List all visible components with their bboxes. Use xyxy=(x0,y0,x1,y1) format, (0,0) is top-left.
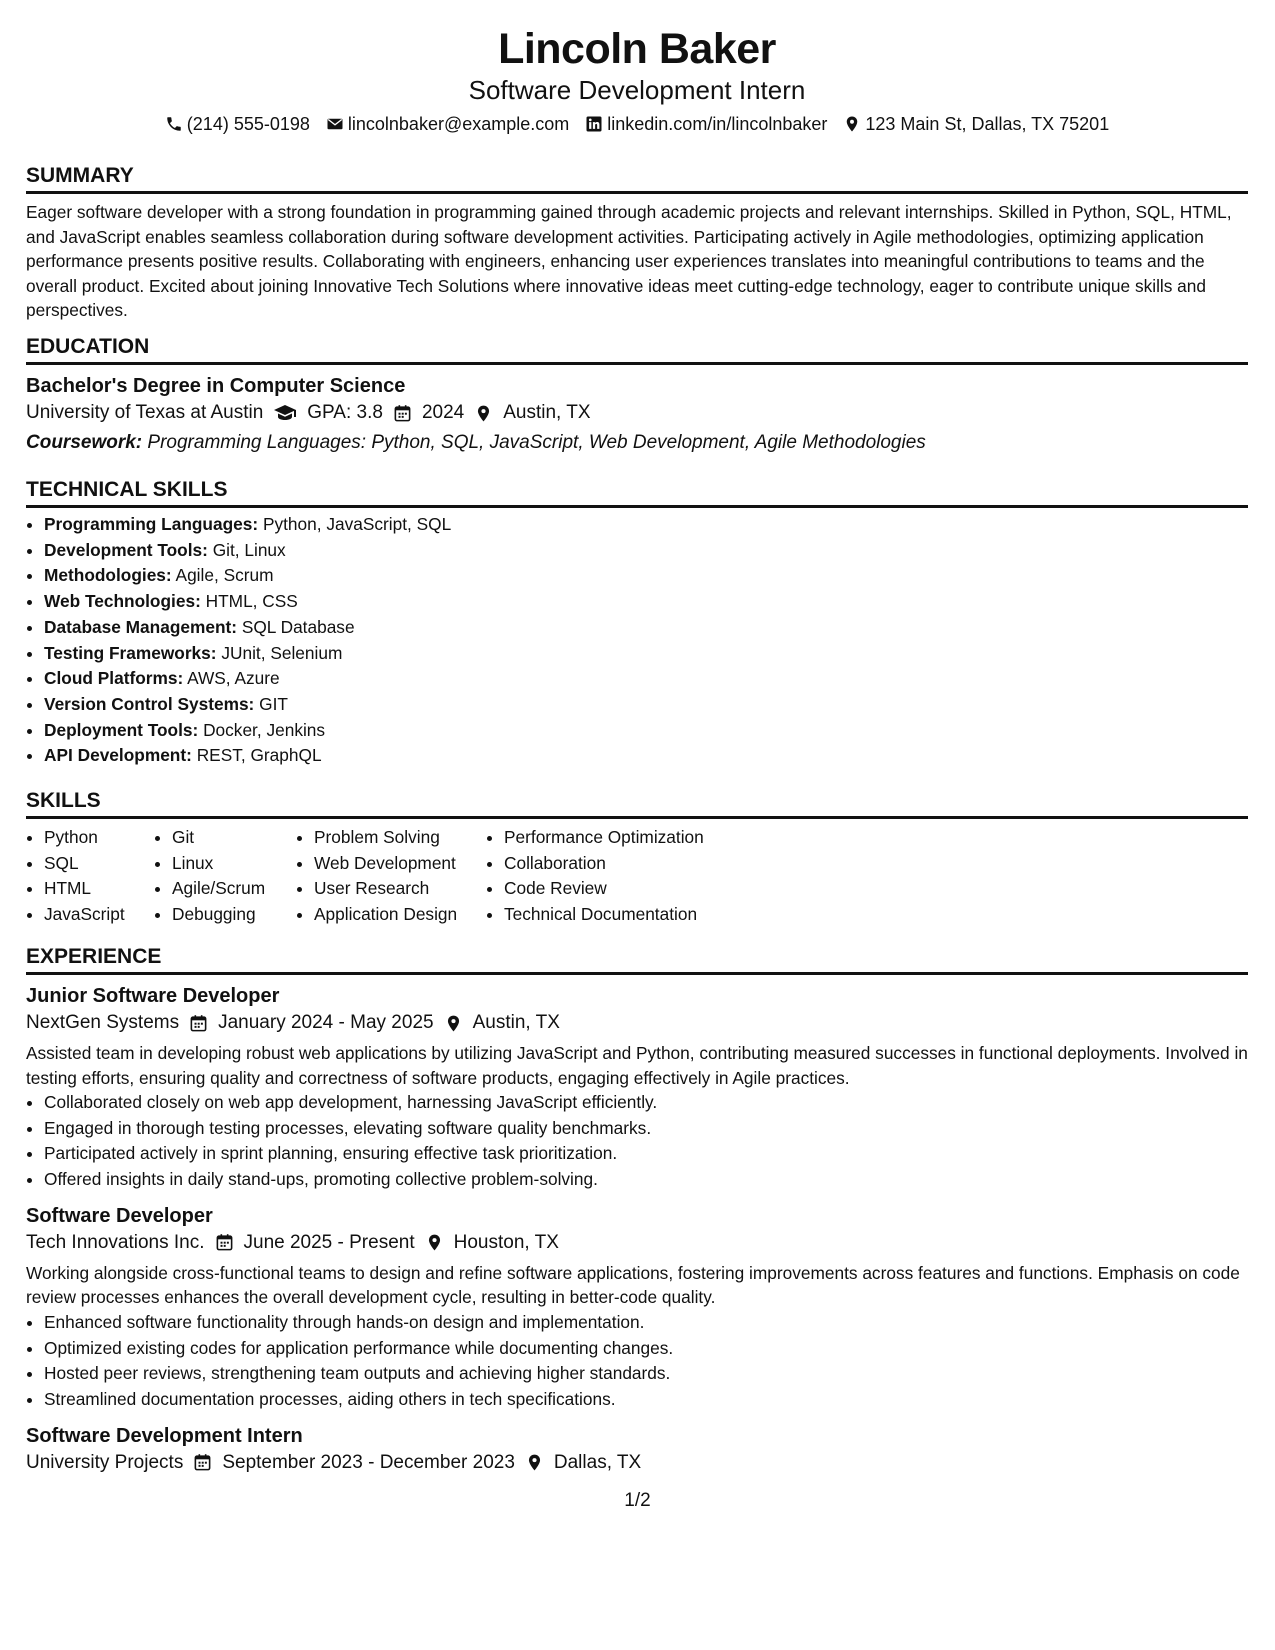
section-title: SKILLS xyxy=(26,788,1248,819)
list-item: • Linux xyxy=(172,851,296,877)
job-description: Assisted team in developing robust web applications by utilizing JavaScript and Python, contributing measured successes in functional deployments. Involved in testing efforts, ensuring quality and correctness of software products, engaging effectively in Agile practices. xyxy=(26,1043,1248,1088)
dates-text: June 2025 - Present xyxy=(243,1231,415,1253)
skills-columns xyxy=(26,825,1248,927)
location-pin-icon xyxy=(425,1233,444,1252)
skills-column xyxy=(296,825,486,927)
job-entry xyxy=(26,1423,1248,1477)
dates-item xyxy=(215,1229,415,1257)
list-item: • Cloud Platforms: AWS, Azure xyxy=(44,666,1248,692)
job-title: Junior Software Developer xyxy=(26,985,280,1007)
year-item xyxy=(393,399,464,427)
list-item: • Python xyxy=(44,825,154,851)
company-name: Tech Innovations Inc. xyxy=(26,1231,205,1253)
list-item: • Version Control Systems: GIT xyxy=(44,692,1248,718)
list-item: • Development Tools: Git, Linux xyxy=(44,538,1248,564)
job-bullets xyxy=(26,1310,1248,1413)
degree-title: Bachelor's Degree in Computer Science xyxy=(26,375,406,397)
linkedin-text[interactable]: linkedin.com/in/lincolnbaker xyxy=(607,114,828,134)
location-text: Austin, TX xyxy=(503,402,591,423)
list-item: • User Research xyxy=(314,876,486,902)
contact-email[interactable] xyxy=(326,112,569,136)
location-text: Dallas, TX xyxy=(553,1451,642,1473)
list-item: • HTML xyxy=(44,876,154,902)
list-item: • Enhanced software functionality through hands-on design and implementation. xyxy=(44,1310,1248,1336)
dates-text: September 2023 - December 2023 xyxy=(222,1451,515,1473)
coursework-text: Programming Languages: Python, SQL, JavaScript, Web Development, Agile Methodologies xyxy=(147,432,926,453)
address-text: 123 Main St, Dallas, TX 75201 xyxy=(865,114,1110,134)
job-entry xyxy=(26,1203,1248,1413)
contact-bar xyxy=(26,112,1248,136)
list-item: • API Development: REST, GraphQL xyxy=(44,743,1248,769)
job-title: Software Development Intern xyxy=(26,1424,303,1447)
technical-skills-list xyxy=(26,512,1248,769)
list-item: • Engaged in thorough testing processes, elevating software quality benchmarks. xyxy=(44,1116,1248,1142)
calendar-icon xyxy=(189,1014,208,1033)
list-item: • Testing Frameworks: JUnit, Selenium xyxy=(44,641,1248,667)
gpa-text: GPA: 3.8 xyxy=(307,402,383,423)
school-name: University of Texas at Austin xyxy=(26,402,264,423)
contact-linkedin[interactable] xyxy=(585,112,827,136)
education-meta xyxy=(26,399,1248,427)
calendar-icon xyxy=(193,1453,212,1472)
job-meta xyxy=(26,1449,1248,1477)
linkedin-icon xyxy=(585,115,603,133)
candidate-name: Lincoln Baker xyxy=(498,25,776,73)
location-item xyxy=(444,1009,560,1037)
list-item: • Optimized existing codes for application performance while documenting changes. xyxy=(44,1336,1248,1362)
location-text: Austin, TX xyxy=(472,1012,560,1033)
email-text[interactable]: lincolnbaker@example.com xyxy=(347,114,570,134)
graduation-cap-icon xyxy=(273,401,297,425)
phone-text: (214) 555-0198 xyxy=(186,114,310,134)
list-item: • JavaScript xyxy=(44,902,154,928)
list-item: • Debugging xyxy=(172,902,296,928)
education-section xyxy=(26,334,1248,457)
coursework xyxy=(26,429,1248,457)
list-item: • Offered insights in daily stand-ups, promoting collective problem-solving. xyxy=(44,1167,1248,1193)
coursework-label: Coursework: xyxy=(26,432,143,453)
location-pin-icon xyxy=(525,1453,544,1472)
location-item xyxy=(425,1229,559,1257)
skills-section xyxy=(26,788,1248,927)
list-item: • Performance Optimization xyxy=(504,825,764,851)
phone-icon xyxy=(165,115,183,133)
location-item xyxy=(474,399,590,427)
list-item: • Problem Solving xyxy=(314,825,486,851)
location-pin-icon xyxy=(474,404,493,423)
skills-column xyxy=(486,825,764,927)
location-item xyxy=(525,1449,641,1477)
candidate-headline: Software Development Intern xyxy=(468,75,806,105)
envelope-icon xyxy=(326,115,344,133)
job-bullets xyxy=(26,1090,1248,1193)
contact-address xyxy=(843,112,1109,136)
list-item: • Programming Languages: Python, JavaScript, SQL xyxy=(44,512,1248,538)
list-item: • Web Development xyxy=(314,851,486,877)
job-meta xyxy=(26,1009,1248,1037)
list-item: • Technical Documentation xyxy=(504,902,764,928)
technical-skills-section xyxy=(26,477,1248,769)
section-title: EDUCATION xyxy=(26,334,1248,365)
list-item: • Streamlined documentation processes, aiding others in tech specifications. xyxy=(44,1387,1248,1413)
list-item: • Git xyxy=(172,825,296,851)
contact-phone xyxy=(165,112,310,136)
dates-text: January 2024 - May 2025 xyxy=(218,1012,434,1033)
list-item: • Application Design xyxy=(314,902,486,928)
list-item: • Collaboration xyxy=(504,851,764,877)
list-item: • Methodologies: Agile, Scrum xyxy=(44,563,1248,589)
section-title: SUMMARY xyxy=(26,163,1248,194)
company-name: NextGen Systems xyxy=(26,1012,180,1033)
summary-section xyxy=(26,163,1248,323)
resume-page xyxy=(26,0,1248,1473)
list-item: • Hosted peer reviews, strengthening team outputs and achieving higher standards. xyxy=(44,1361,1248,1387)
dates-item xyxy=(189,1009,433,1037)
location-pin-icon xyxy=(444,1014,463,1033)
skills-column xyxy=(154,825,296,927)
job-title: Software Developer xyxy=(26,1204,213,1227)
list-item: • Web Technologies: HTML, CSS xyxy=(44,589,1248,615)
section-title: TECHNICAL SKILLS xyxy=(26,477,1248,508)
job-entry xyxy=(26,983,1248,1193)
gpa-item xyxy=(273,399,383,427)
list-item: • Collaborated closely on web app development, harnessing JavaScript efficiently. xyxy=(44,1090,1248,1116)
page-number: 1/2 xyxy=(624,1490,651,1511)
list-item: • Code Review xyxy=(504,876,764,902)
experience-section xyxy=(26,944,1248,1477)
job-meta xyxy=(26,1229,1248,1257)
calendar-icon xyxy=(215,1233,234,1252)
section-title: EXPERIENCE xyxy=(26,944,1248,975)
list-item: • Participated actively in sprint planning, ensuring effective task prioritization. xyxy=(44,1141,1248,1167)
dates-item xyxy=(193,1449,515,1477)
year-text: 2024 xyxy=(421,402,465,423)
skills-column xyxy=(26,825,154,927)
location-text: Houston, TX xyxy=(453,1231,559,1253)
company-name: University Projects xyxy=(26,1451,184,1473)
list-item: • Agile/Scrum xyxy=(172,876,296,902)
list-item: • SQL xyxy=(44,851,154,877)
list-item: • Deployment Tools: Docker, Jenkins xyxy=(44,718,1248,744)
location-pin-icon xyxy=(843,115,861,133)
list-item: • Database Management: SQL Database xyxy=(44,615,1248,641)
summary-text: Eager software developer with a strong foundation in programming gained through academic projects and relevant internships. Skilled in Python, SQL, HTML, and JavaScript enables seamless collaboration during software development activities. Participating actively in Agile methodologies, optimizing application performance presents positive results. Collaborating with engineers, enhancing user experiences translates into meaningful contributions to teams and the overall product. Excited about joining Innovative Tech Solutions where innovative ideas meet cutting-edge technology, eager to contribute unique skills and perspectives. xyxy=(26,202,1232,320)
calendar-icon xyxy=(393,404,412,423)
job-description: Working alongside cross-functional teams to design and refine software applications, fostering improvements across features and functions. Emphasis on code review processes enhances the overall development cycle, resulting in better-code quality. xyxy=(26,1262,1240,1308)
